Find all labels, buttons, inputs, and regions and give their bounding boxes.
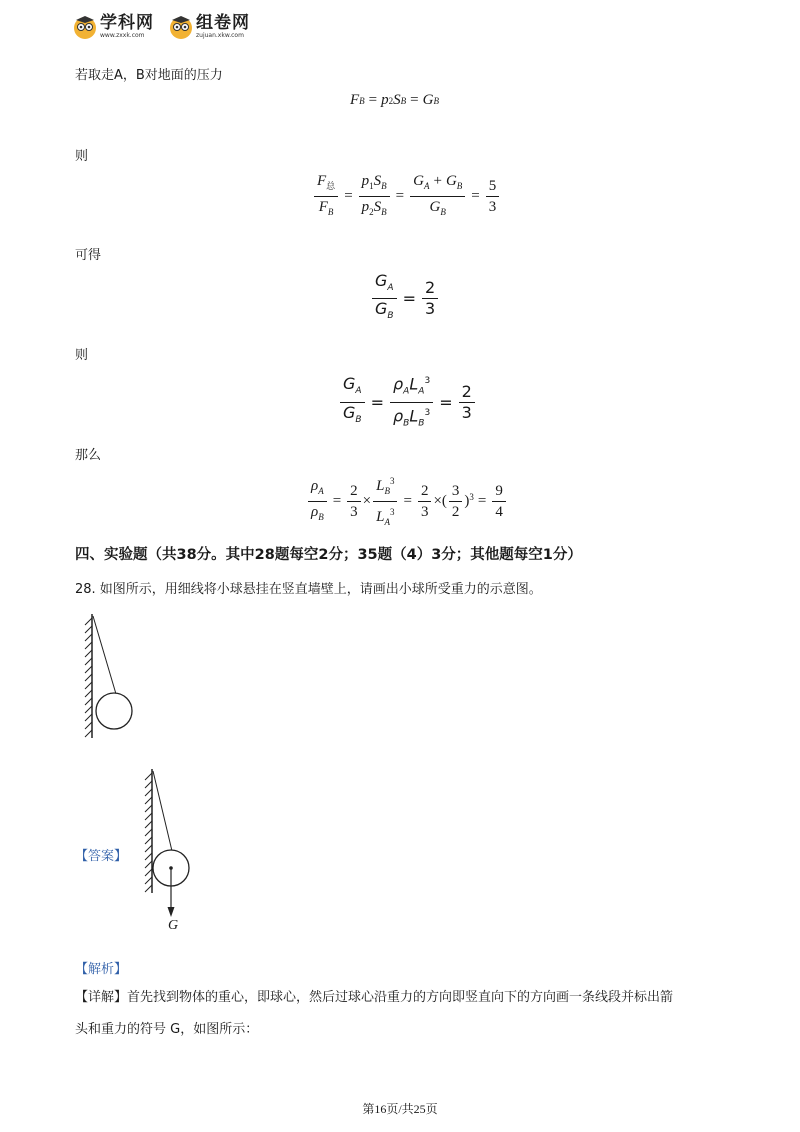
eq4-den2b: L (409, 405, 419, 425)
eq1-s-sub: B (400, 95, 407, 106)
eq2-den3-sub: B (440, 207, 446, 217)
eq4-num1-sub: A (355, 386, 362, 397)
detail-line-2: 头和重力的符号 G，如图所示： (75, 1022, 259, 1037)
eq5-num1: ρ (311, 478, 319, 494)
eq5-paren-open: ( (441, 493, 447, 509)
kede-text: 可得 (75, 248, 102, 263)
header-logos (72, 14, 264, 44)
eq5-n6: 9 (492, 482, 506, 502)
question-figure (80, 610, 150, 745)
gravity-label: G (168, 918, 179, 933)
detail-line-1: 首先找到物体的重心，即球心，然后过球心沿重力的方向即竖直向下的方向画一条线段并标出箭 (127, 990, 674, 1005)
wall-hatch (85, 614, 92, 738)
equation-3: $\frac{G_A}{G_B}$ = $\frac{2}{3}$ (370, 272, 440, 325)
eq5-pow: 3 (469, 491, 474, 502)
eq4-num2a-sub: A (403, 386, 410, 397)
eq1-p-sub: 2 (388, 95, 394, 106)
eq2-den3: G (429, 199, 441, 215)
eq2-num2b-sub: B (381, 181, 387, 191)
eq2-den2b: S (373, 199, 382, 215)
page-number: 第16页/共25页 (362, 1102, 438, 1116)
eq5-num1-sub: A (318, 486, 324, 496)
eq4-den1-sub: B (355, 414, 362, 425)
eq2-den4: 3 (488, 199, 497, 215)
eq3-den1: G (375, 299, 388, 319)
eq5-d3-sup: 3 (389, 507, 395, 517)
equation-1: F B = p 2 S B = G B (350, 92, 439, 108)
answer-figure (138, 765, 208, 940)
eq4-den2-sup: 3 (424, 407, 431, 418)
eq2-num2: p (361, 173, 370, 189)
eq2-den1-sub: B (327, 207, 334, 217)
eq2-num4: 5 (486, 177, 500, 197)
ball (96, 693, 132, 729)
ze-text-2: 则 (75, 348, 89, 363)
equation-2: $\frac{F_总}{F_B}$ = $\frac{p_1S_B}{p_2S_B}$ = $\frac{G_A + G_B}{G_B}$ = $\frac{5}{3}$ (312, 172, 501, 221)
eq4-den2a-sub: B (403, 418, 410, 429)
analysis-label: 【解析】 (75, 962, 128, 977)
eq5-n3: L (376, 478, 385, 494)
section-heading: 四、实验题（共38分。其中28题每空2分；35题（4）3分；其他题每空1分） (75, 547, 582, 563)
equation-5: $\frac{\rho_A}{\rho_B}$ = $\frac{2}{3}$ × $\frac{L_B^3}{L_A^3}$ = $\frac{2}{3}$ × ( $\frac{3}{2}$ ) $^3$ = $\frac{9}{4}$ (306, 472, 508, 531)
logo1-url: www.zxxk.com (100, 32, 145, 39)
eq5-d3-sub: A (384, 517, 390, 527)
eq2-den1: F (318, 199, 328, 215)
owl-logo-icon (168, 14, 194, 40)
eq5-den1: ρ (311, 504, 319, 520)
eq5-d5: 2 (451, 504, 460, 520)
eq1-g-sub: B (433, 95, 439, 106)
eq2-num1-sub: 总 (326, 181, 336, 191)
eq5-n5: 3 (449, 482, 463, 502)
answer-label: 【答案】 (75, 849, 128, 864)
eq5-n3-sup: 3 (389, 476, 395, 486)
eq2-den2-sub: 2 (369, 207, 374, 217)
eq3-den2: 3 (425, 299, 436, 319)
eq1-lhs: F (350, 92, 360, 108)
eq4-den3: 3 (461, 402, 472, 422)
eq5-paren-close: ) (464, 493, 470, 509)
owl-logo-icon (72, 14, 98, 40)
eq4-num2b-sub: A (418, 386, 425, 397)
eq4-num1: G (343, 374, 356, 394)
logo-xuekewang (72, 14, 154, 40)
question-28: 28. 如图所示，用细线将小球悬挂在竖直墙壁上，请画出小球所受重力的示意图。 (75, 582, 542, 597)
name-text: 那么 (75, 448, 102, 463)
string (93, 616, 116, 694)
eq5-n3-sub: B (384, 486, 390, 496)
eq5-times-2: × (433, 493, 442, 509)
eq5-d4: 3 (420, 504, 429, 520)
eq2-den2b-sub: B (381, 207, 387, 217)
eq5-n2: 2 (347, 482, 361, 502)
eq2-den2: p (361, 199, 370, 215)
eq3-num2: 2 (422, 279, 438, 299)
gravity-arrowhead-icon (168, 907, 175, 917)
eq2-num3-op: + (433, 173, 442, 189)
eq2-num3-sub: A (423, 181, 430, 191)
eq4-num2a: ρ (393, 374, 404, 394)
eq5-den1-sub: B (318, 512, 324, 522)
eq2-num3: G (413, 173, 424, 189)
logo2-name: 组卷网 (196, 13, 250, 33)
eq5-d2: 3 (350, 504, 358, 520)
eq4-num2b: L (409, 374, 419, 394)
detail-paragraph (75, 986, 735, 1005)
ze-text-1: 则 (75, 149, 89, 164)
logo-zujuanwang (168, 14, 250, 40)
equation-4: $\frac{G_A}{G_B}$ = $\frac{\rho_AL_A^3}{\rho_BL_B^3}$ = $\frac{2}{3}$ (338, 372, 477, 432)
intro-text: 若取走A，B对地面的压力 (75, 68, 223, 83)
detail-label: 【详解】 (75, 990, 128, 1005)
eq1-s: S (393, 92, 401, 108)
string (153, 771, 172, 851)
eq4-num3: 2 (459, 383, 475, 403)
eq3-num1: G (375, 271, 388, 290)
eq1-lhs-sub: B (359, 95, 365, 106)
logo1-name: 学科网 (100, 13, 154, 33)
eq2-num2-sub: 1 (369, 181, 374, 191)
eq1-g: G (422, 92, 434, 108)
eq5-times: × (362, 493, 372, 509)
wall-hatch (145, 769, 152, 893)
eq2-num3b: G (445, 173, 457, 189)
eq3-den1-sub: B (387, 311, 394, 322)
logo2-url: zujuan.xkw.com (196, 32, 244, 39)
eq4-den2a: ρ (393, 405, 404, 425)
eq2-num3b-sub: B (456, 181, 463, 191)
eq1-p: p (381, 92, 389, 108)
eq5-d6: 4 (495, 504, 503, 520)
eq5-n4: 2 (418, 482, 432, 502)
eq5-d3: L (376, 509, 385, 525)
eq3-num1-sub: A (387, 283, 394, 294)
eq4-num2-sup: 3 (424, 376, 431, 386)
eq2-num2b: S (373, 173, 382, 189)
eq4-den2b-sub: B (418, 418, 425, 429)
eq2-num1: F (317, 173, 327, 189)
eq4-den1: G (343, 402, 356, 422)
